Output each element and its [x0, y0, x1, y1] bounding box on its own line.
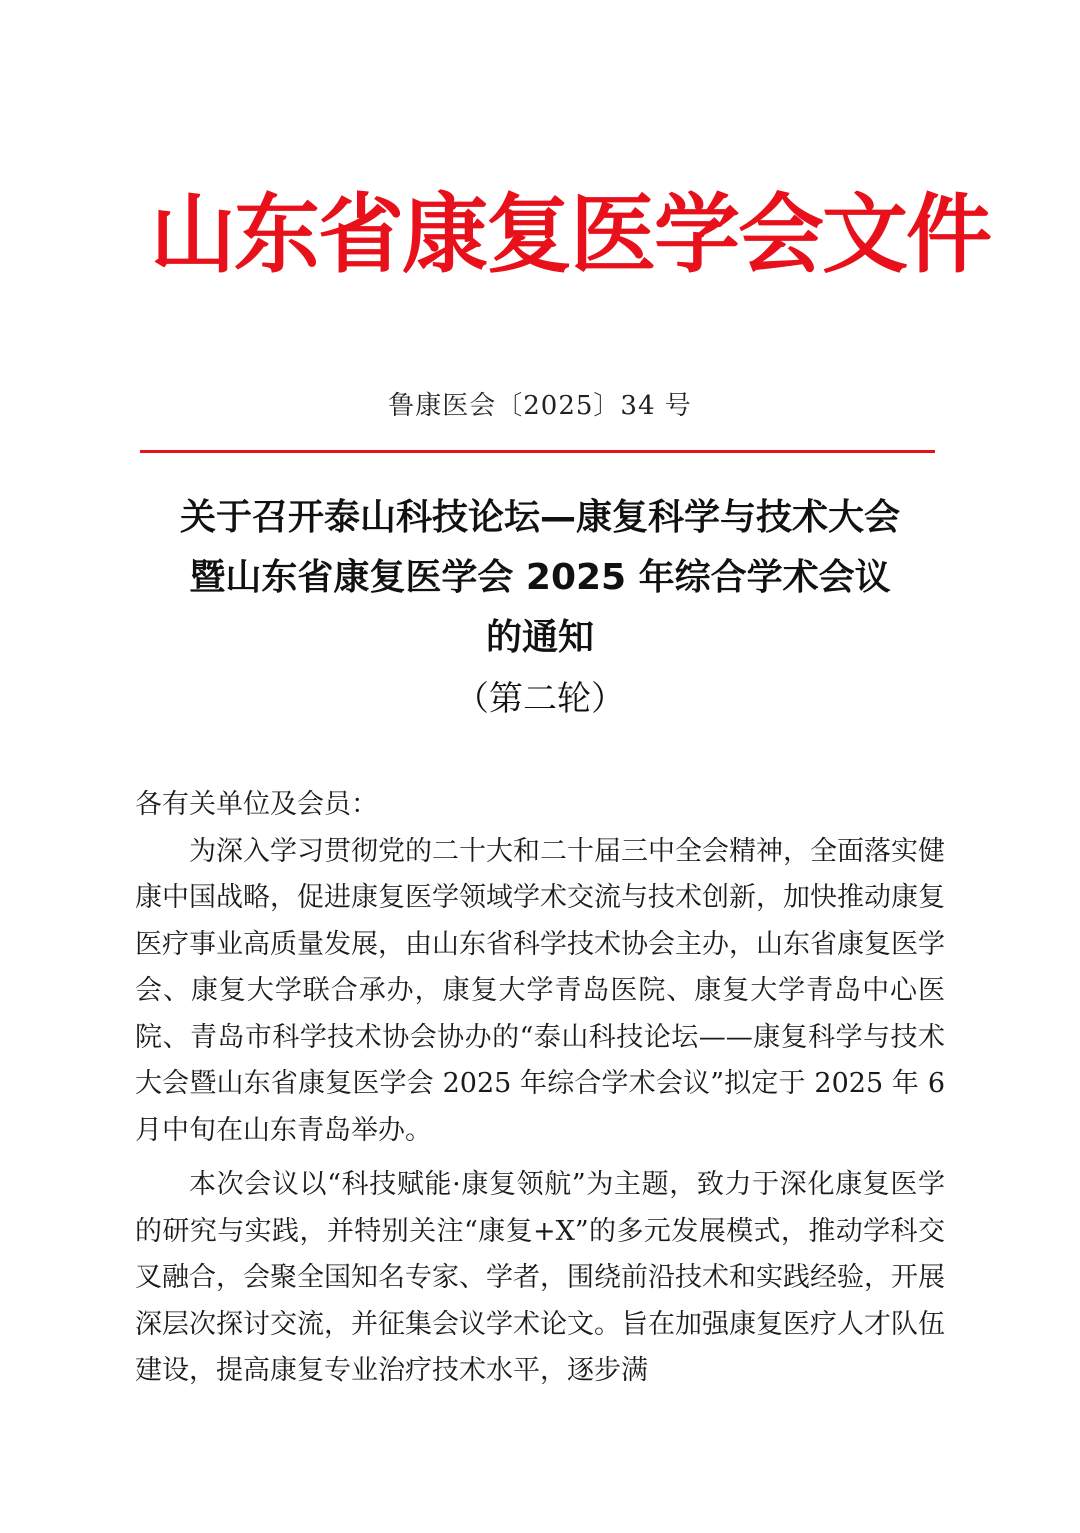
body-paragraph-1: 为深入学习贯彻党的二十大和二十届三中全会精神，全面落实健康中国战略，促进康复医学领域学术交流与技术创新，加快推动康复医疗事业高质量发展，由山东省科学技术协会主办，山东省康复医学会、康复大学联合承办，康复大学青岛医院、康复大学青岛中心医院、青岛市科学技术协会协办的“泰山科技论坛——康复科学与技术大会暨山东省康复医学会 2025 年综合学术会议”拟定于 2025 年 6 月中旬在山东青岛举办。 — [135, 835, 945, 1146]
document-body — [135, 782, 945, 1395]
document-number: 鲁康医会〔2025〕34 号 — [388, 391, 692, 421]
notice-title-line-3: 的通知 — [485, 617, 594, 658]
salutation: 各有关单位及会员： — [135, 789, 378, 820]
notice-title — [120, 488, 960, 668]
red-divider-line — [140, 450, 935, 453]
body-paragraph-2: 本次会议以“科技赋能·康复领航”为主题，致力于深化康复医学的研究与实践，并特别关注“康复+X”的多元发展模式，推动学科交叉融合，会聚全国知名专家、学者，围绕前沿技术和实践经验，开展深层次探讨交流，并征集会议学术论文。旨在加强康复医疗人才队伍建设，提高康复专业治疗技术水平，逐步满 — [135, 1169, 945, 1386]
document-masthead: 山东省康复医学会文件 — [150, 184, 990, 285]
notice-round-label: （第二轮） — [455, 679, 625, 719]
notice-title-line-1: 关于召开泰山科技论坛—康复科学与技术大会 — [179, 497, 900, 538]
notice-title-line-2: 暨山东省康复医学会 2025 年综合学术会议 — [189, 557, 891, 598]
